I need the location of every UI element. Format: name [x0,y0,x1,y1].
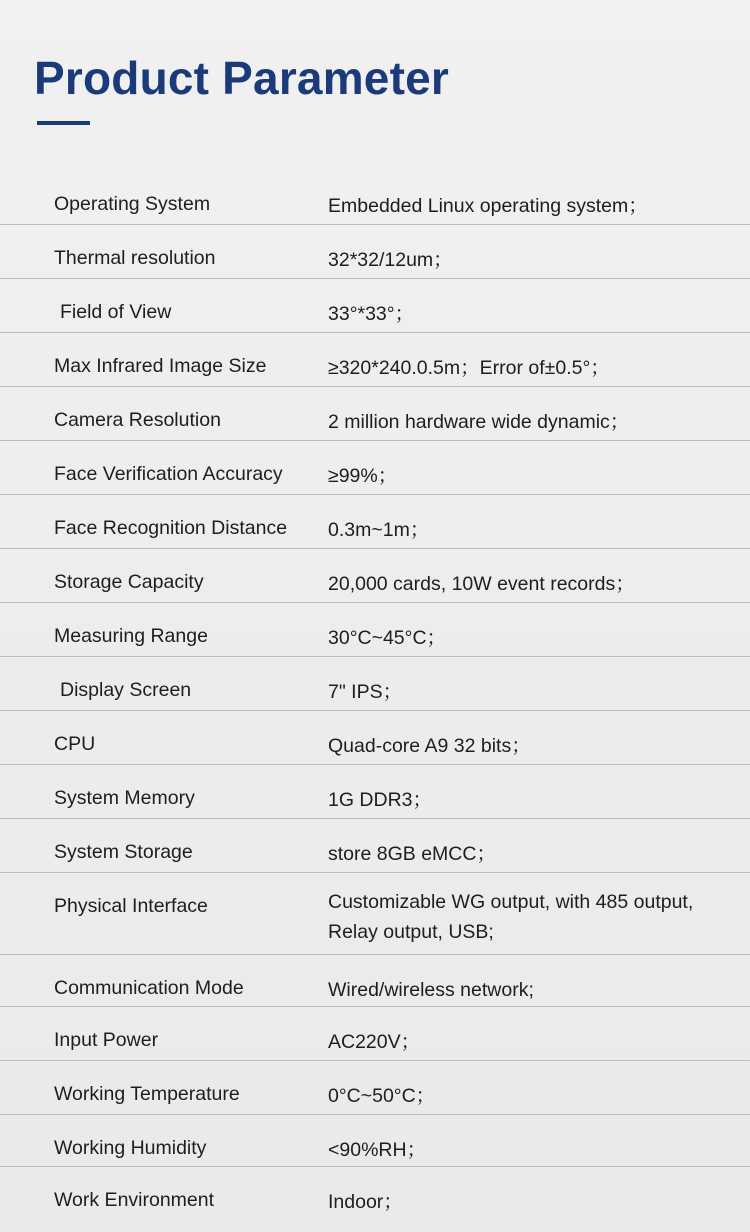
spec-label: Input Power [54,1029,159,1051]
spec-label: Thermal resolution [54,247,216,269]
spec-label: Field of View [60,301,172,323]
spec-value: Embedded Linux operating system； [328,195,648,217]
spec-label: Camera Resolution [54,409,221,431]
spec-value: Customizable WG output, with 485 output, Relay output, USB; [328,891,694,943]
spec-label: Physical Interface [54,895,208,917]
spec-row-communication-mode [0,955,750,1007]
spec-row-working-temperature [0,1061,750,1115]
spec-row-operating-system [0,171,750,225]
spec-row-thermal-resolution [0,225,750,279]
spec-value: 0.3m~1m； [328,519,430,541]
spec-value: 0°C~50°C； [328,1085,436,1107]
spec-row-camera-resolution [0,387,750,441]
spec-row-work-environment [0,1167,750,1221]
spec-label: Display Screen [60,679,192,701]
spec-value: 30°C~45°C； [328,627,447,649]
spec-value: <90%RH； [328,1139,427,1161]
spec-value: Quad-core A9 32 bits； [328,735,531,757]
spec-label: Max Infrared Image Size [54,355,267,377]
spec-row-system-storage [0,819,750,873]
spec-row-face-recognition-distance [0,495,750,549]
spec-value: AC220V； [328,1031,421,1053]
spec-value: store 8GB eMCC； [328,843,496,865]
spec-row-cpu [0,711,750,765]
spec-value: ≥99%； [328,465,398,487]
spec-row-face-verification-accuracy [0,441,750,495]
spec-label: Working Humidity [54,1137,207,1159]
spec-label: Face Recognition Distance [54,517,288,539]
spec-label: Work Environment [54,1189,215,1211]
spec-label: CPU [54,733,96,755]
spec-label: System Storage [54,841,193,863]
spec-label: Operating System [54,193,211,215]
spec-table [0,171,750,1221]
spec-row-storage-capacity [0,549,750,603]
page-title: Product Parameter [34,52,449,104]
spec-row-working-humidity [0,1115,750,1167]
spec-value: ≥320*240.0.5m；Error of±0.5°； [328,357,610,379]
spec-row-input-power [0,1007,750,1061]
spec-row-max-infrared-image-size [0,333,750,387]
spec-label: Face Verification Accuracy [54,463,283,485]
spec-label: Storage Capacity [54,571,204,593]
spec-row-display-screen [0,657,750,711]
spec-value: 2 million hardware wide dynamic； [328,411,630,433]
title-underline [37,121,90,125]
spec-label: Measuring Range [54,625,208,647]
spec-value: 20,000 cards, 10W event records； [328,573,635,595]
spec-row-physical-interface [0,873,750,955]
spec-value: 33°*33°； [328,303,415,325]
spec-value: 32*32/12um； [328,249,453,271]
spec-row-measuring-range [0,603,750,657]
spec-label: Communication Mode [54,977,244,999]
spec-label: System Memory [54,787,195,809]
spec-row-system-memory [0,765,750,819]
spec-value: Indoor； [328,1191,403,1213]
spec-value: Wired/wireless network; [328,979,534,1001]
spec-value: 1G DDR3； [328,789,433,811]
spec-value: 7" IPS； [328,681,403,703]
spec-label: Working Temperature [54,1083,240,1105]
spec-row-field-of-view [0,279,750,333]
